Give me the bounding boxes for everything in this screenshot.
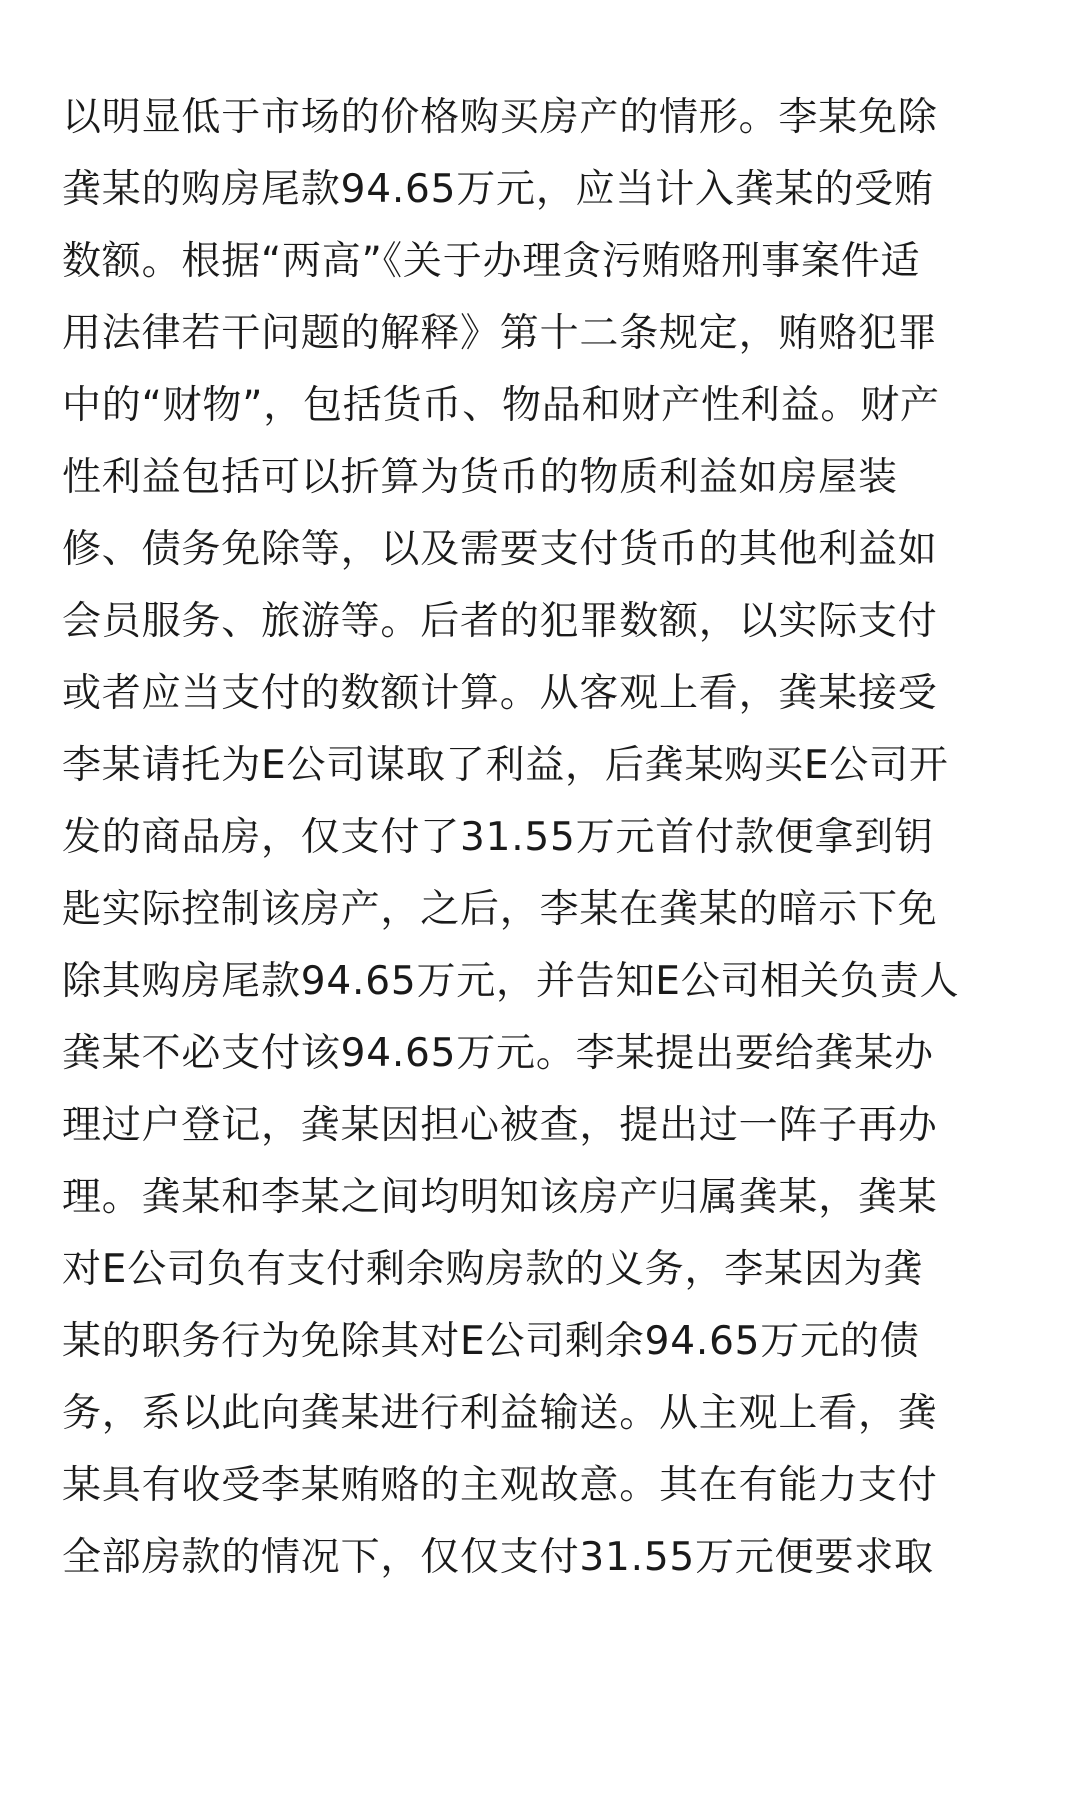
text-line: 或者应当支付的数额计算。从客观上看，龚某接受 [62, 671, 938, 716]
text-line: 会员服务、旅游等。后者的犯罪数额，以实际支付 [62, 599, 938, 644]
text-line: 龚某的购房尾款94.65万元，应当计入龚某的受贿 [62, 167, 934, 212]
text-line: 匙实际控制该房产，之后，李某在龚某的暗示下免 [62, 887, 938, 932]
text-line: 某的职务行为免除其对E公司剩余94.65万元的债 [62, 1319, 920, 1364]
text-line: 以明显低于市场的价格购买房产的情形。李某免除 [62, 95, 938, 140]
text-line: 李某请托为E公司谋取了利益，后龚某购买E公司开 [62, 743, 949, 788]
text-line: 理。龚某和李某之间均明知该房产归属龚某，龚某 [62, 1175, 938, 1220]
text-line: 龚某不必支付该94.65万元。李某提出要给龚某办 [62, 1031, 934, 1076]
text-line: 性利益包括可以折算为货币的物质利益如房屋装 [62, 455, 898, 500]
text-line: 理过户登记，龚某因担心被查，提出过一阵子再办 [62, 1103, 938, 1148]
text-line: 务，系以此向龚某进行利益输送。从主观上看，龚 [62, 1391, 938, 1436]
text-line: 用法律若干问题的解释》第十二条规定，贿赂犯罪 [62, 311, 938, 356]
text-line: 全部房款的情况下，仅仅支付31.55万元便要求取 [62, 1535, 934, 1580]
document-body [62, 82, 1022, 1594]
text-line: 除其购房尾款94.65万元，并告知E公司相关负责人 [62, 959, 960, 1004]
text-line: 中的“财物”，包括货币、物品和财产性利益。财产 [62, 383, 940, 428]
text-line: 对E公司负有支付剩余购房款的义务，李某因为龚 [62, 1247, 924, 1292]
text-line: 发的商品房，仅支付了31.55万元首付款便拿到钥 [62, 815, 934, 860]
text-line: 修、债务免除等，以及需要支付货币的其他利益如 [62, 527, 938, 572]
text-line: 某具有收受李某贿赂的主观故意。其在有能力支付 [62, 1463, 938, 1508]
text-line: 数额。根据“两高”《关于办理贪污贿赂刑事案件适 [62, 239, 921, 284]
